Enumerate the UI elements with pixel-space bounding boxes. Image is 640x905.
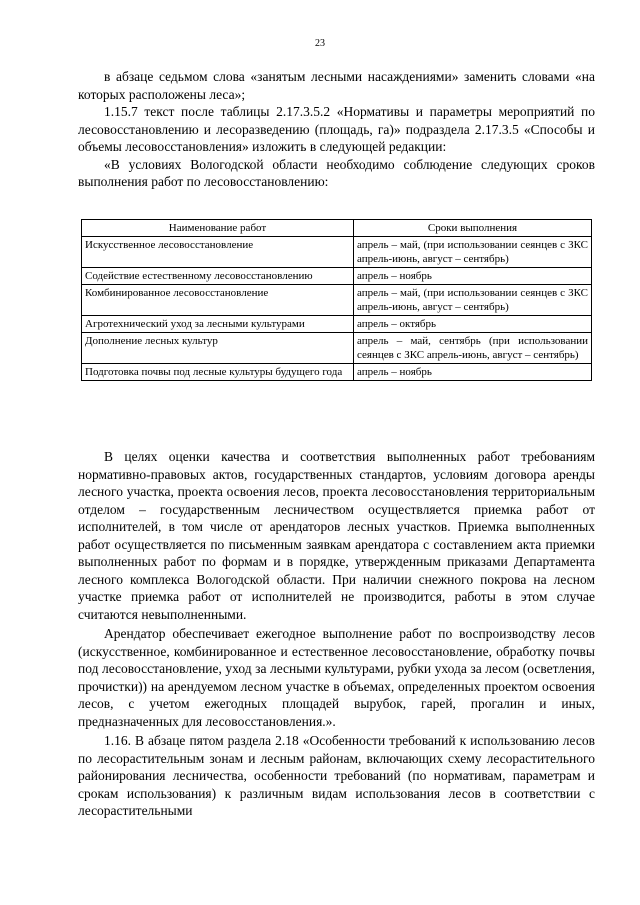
cell-work-name: Комбинированное лесовосстановление xyxy=(82,285,354,316)
cell-deadline: апрель – май, (при использовании сеянцев с ЗКС апрель-июнь, август – сентябрь) xyxy=(354,285,592,316)
paragraph: Арендатор обеспечивает ежегодное выполнение работ по воспроизводству лесов (искусственное, комбинированное и естественное лесовосстановление, обработку почвы под лесовосстановление, уход за лесными культурами, рубки ухода за лесом (осветления, прочистки)) на арендуемом лесном участке в объемах, определенных проектом освоения лесов, с учетом ежегодных площадей вырубок, гарей, прогалин и иных, предназначенных для лесовосстановления.». xyxy=(78,626,595,729)
works-schedule-table-wrap xyxy=(81,219,591,381)
table-row xyxy=(82,316,592,333)
table-row xyxy=(82,285,592,316)
cell-deadline: апрель – октябрь xyxy=(354,316,592,333)
paragraph: 1.15.7 текст после таблицы 2.17.3.5.2 «Нормативы и параметры мероприятий по лесовосстановлению и лесоразведению (площадь, га)» подраздела 2.17.3.5 «Способы и объемы лесовосстановления» изложить в следующей редакции: xyxy=(78,104,595,154)
header-work-name: Наименование работ xyxy=(82,220,354,237)
paragraph: 1.16. В абзаце пятом раздела 2.18 «Особенности требований к использованию лесов по лесорастительным зонам и лесным районам, включающих схему лесорастительного районирования лесничества, особенности требований (по нормативам, параметрам и срокам использования) к различным видам использования лесов в соответствии с лесорастительными xyxy=(78,733,595,818)
paragraph: В целях оценки качества и соответствия выполненных работ требованиям нормативно-правовых актов, государственных стандартов, условиям договора аренды лесного участка, проекта освоения лесов, проекта лесовосстановления территориальным отделом – государственным лесничеством осуществляется приемка работ от исполнителей, в том числе от арендаторов лесных участков. Приемка выполненных работ осуществляется по письменным заявкам арендатора с составлением акта приемки выполненных работ по формам и в порядке, утвержденным приказами Департамента лесного комплекса Вологодской области. При наличии снежного покрова на лесном участке приемка работ от исполнителей не производится, работы в этом случае считаются невыполненными. xyxy=(78,449,595,622)
cell-work-name: Искусственное лесовосстановление xyxy=(82,237,354,268)
cell-work-name: Содействие естественному лесовосстановлению xyxy=(82,268,354,285)
page-number: 23 xyxy=(315,38,325,49)
paragraph: «В условиях Вологодской области необходимо соблюдение следующих сроков выполнения работ по лесовосстановлению: xyxy=(78,156,595,189)
table-header-row xyxy=(82,220,592,237)
header-deadlines: Сроки выполнения xyxy=(354,220,592,237)
paragraph: в абзаце седьмом слова «занятым лесными насаждениями» заменить словами «на которых расположены леса»; xyxy=(78,69,595,102)
cell-work-name: Агротехнический уход за лесными культурами xyxy=(82,316,354,333)
cell-deadline: апрель – ноябрь xyxy=(354,364,592,381)
cell-deadline: апрель – ноябрь xyxy=(354,268,592,285)
cell-deadline: апрель – май, сентябрь (при использовании сеянцев с ЗКС апрель-июнь, август – сентябрь) xyxy=(354,333,592,364)
cell-work-name: Подготовка почвы под лесные культуры будущего года xyxy=(82,364,354,381)
table-row xyxy=(82,333,592,364)
works-schedule-table xyxy=(81,219,592,381)
bottom-text-block xyxy=(78,448,595,820)
top-text-block xyxy=(78,68,595,191)
table-row xyxy=(82,237,592,268)
cell-work-name: Дополнение лесных культур xyxy=(82,333,354,364)
cell-deadline: апрель – май, (при использовании сеянцев с ЗКС апрель-июнь, август – сентябрь) xyxy=(354,237,592,268)
table-row xyxy=(82,268,592,285)
table-row xyxy=(82,364,592,381)
